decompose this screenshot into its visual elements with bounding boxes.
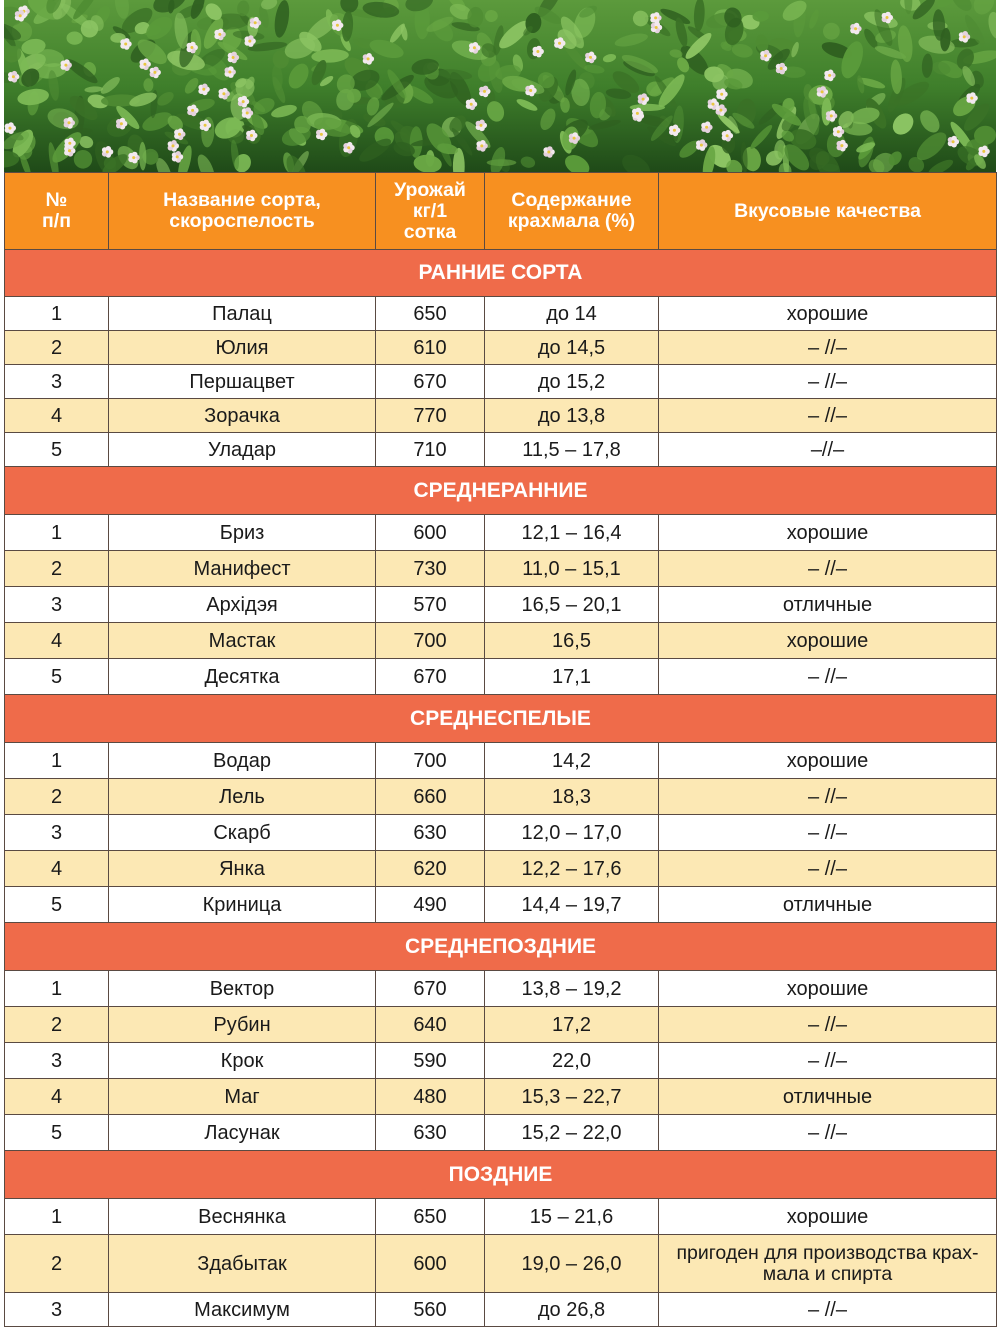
taste-cell: – //– [659,399,997,433]
section-header-row [5,695,997,743]
taste-cell: хорошие [659,515,997,551]
table-row [5,1115,997,1151]
starch-cell: 12,0 – 17,0 [485,815,659,851]
table-row [5,1235,997,1293]
starch-cell: до 14,5 [485,331,659,365]
yield-cell: 590 [376,1043,485,1079]
variety-name-cell: Десятка [109,659,376,695]
taste-cell: – //– [659,365,997,399]
table-row [5,1199,997,1235]
variety-name-cell: Архідэя [109,587,376,623]
variety-name-cell: Ласунак [109,1115,376,1151]
section-title: РАННИЕ СОРТА [5,250,997,297]
row-number-cell: 3 [5,1043,109,1079]
table-row [5,743,997,779]
starch-cell: 12,1 – 16,4 [485,515,659,551]
leaf-shape [778,144,785,158]
row-number-cell: 4 [5,623,109,659]
row-number-cell: 3 [5,587,109,623]
header-yield: Урожай кг/1 сотка [376,173,485,250]
row-number-cell: 5 [5,887,109,923]
starch-cell: 18,3 [485,779,659,815]
taste-cell: пригоден для производства крах- мала и спирта [659,1235,997,1293]
section-header-row [5,923,997,971]
starch-cell: 15,2 – 22,0 [485,1115,659,1151]
row-number-cell: 3 [5,365,109,399]
row-number-cell: 1 [5,971,109,1007]
variety-name-cell: Веснянка [109,1199,376,1235]
header-variety-name: Название сорта, скороспелость [109,173,376,250]
taste-cell: – //– [659,1115,997,1151]
taste-cell: – //– [659,779,997,815]
taste-cell: –//– [659,433,997,467]
taste-cell: – //– [659,331,997,365]
starch-cell: до 14 [485,297,659,331]
taste-cell: – //– [659,851,997,887]
table-row [5,551,997,587]
starch-cell: до 15,2 [485,365,659,399]
table-row [5,1043,997,1079]
row-number-cell: 5 [5,659,109,695]
row-number-cell: 2 [5,1235,109,1293]
row-number-cell: 1 [5,1199,109,1235]
yield-cell: 670 [376,971,485,1007]
taste-cell: хорошие [659,743,997,779]
yield-cell: 650 [376,297,485,331]
table-row [5,331,997,365]
row-number-cell: 2 [5,551,109,587]
row-number-cell: 2 [5,779,109,815]
starch-cell: 12,2 – 17,6 [485,851,659,887]
variety-name-cell: Бриз [109,515,376,551]
variety-name-cell: Першацвет [109,365,376,399]
variety-name-cell: Скарб [109,815,376,851]
variety-name-cell: Янка [109,851,376,887]
table-row [5,515,997,551]
yield-cell: 670 [376,365,485,399]
variety-name-cell: Зорачка [109,399,376,433]
row-number-cell: 5 [5,433,109,467]
section-header-row [5,1151,997,1199]
taste-cell: – //– [659,1007,997,1043]
row-number-cell: 4 [5,851,109,887]
starch-cell: 19,0 – 26,0 [485,1235,659,1293]
taste-cell: – //– [659,1043,997,1079]
taste-cell: хорошие [659,971,997,1007]
table-row [5,851,997,887]
starch-cell: 15,3 – 22,7 [485,1079,659,1115]
table-row [5,399,997,433]
table-row [5,587,997,623]
variety-name-cell: Здабытак [109,1235,376,1293]
variety-name-cell: Рубин [109,1007,376,1043]
starch-cell: 16,5 – 20,1 [485,587,659,623]
taste-cell: хорошие [659,623,997,659]
taste-cell: хорошие [659,297,997,331]
section-title: СРЕДНЕРАННИЕ [5,467,997,515]
table-row [5,365,997,399]
table-body [5,250,997,1327]
variety-name-cell: Водар [109,743,376,779]
row-number-cell: 5 [5,1115,109,1151]
yield-cell: 600 [376,515,485,551]
yield-cell: 570 [376,587,485,623]
yield-cell: 630 [376,815,485,851]
row-number-cell: 1 [5,743,109,779]
row-number-cell: 3 [5,1293,109,1327]
table-row [5,779,997,815]
yield-cell: 490 [376,887,485,923]
taste-cell: – //– [659,815,997,851]
variety-name-cell: Юлия [109,331,376,365]
table-row [5,887,997,923]
section-title: СРЕДНЕСПЕЛЫЕ [5,695,997,743]
variety-name-cell: Лель [109,779,376,815]
header-number: № п/п [5,173,109,250]
row-number-cell: 2 [5,1007,109,1043]
yield-cell: 640 [376,1007,485,1043]
row-number-cell: 3 [5,815,109,851]
table-row [5,1007,997,1043]
table-row [5,297,997,331]
header-taste-quality: Вкусовые качества [659,173,997,250]
taste-cell: отличные [659,1079,997,1115]
yield-cell: 670 [376,659,485,695]
yield-cell: 710 [376,433,485,467]
starch-cell: 11,5 – 17,8 [485,433,659,467]
section-title: ПОЗДНИЕ [5,1151,997,1199]
table-row [5,1079,997,1115]
yield-cell: 560 [376,1293,485,1327]
taste-cell: – //– [659,659,997,695]
starch-cell: до 26,8 [485,1293,659,1327]
table-row [5,433,997,467]
taste-cell: – //– [659,1293,997,1327]
starch-cell: 22,0 [485,1043,659,1079]
starch-cell: 17,1 [485,659,659,695]
row-number-cell: 1 [5,297,109,331]
starch-cell: 17,2 [485,1007,659,1043]
variety-name-cell: Крок [109,1043,376,1079]
yield-cell: 480 [376,1079,485,1115]
yield-cell: 660 [376,779,485,815]
yield-cell: 610 [376,331,485,365]
table-row [5,971,997,1007]
yield-cell: 650 [376,1199,485,1235]
table-row [5,815,997,851]
row-number-cell: 4 [5,1079,109,1115]
potato-varieties-table [4,172,997,1327]
starch-cell: 15 – 21,6 [485,1199,659,1235]
section-header-row [5,250,997,297]
starch-cell: 14,4 – 19,7 [485,887,659,923]
variety-name-cell: Уладар [109,433,376,467]
yield-cell: 770 [376,399,485,433]
starch-cell: 11,0 – 15,1 [485,551,659,587]
header-starch-content: Содержание крахмала (%) [485,173,659,250]
yield-cell: 700 [376,623,485,659]
variety-name-cell: Маг [109,1079,376,1115]
taste-cell: хорошие [659,1199,997,1235]
table-row [5,623,997,659]
variety-name-cell: Вектор [109,971,376,1007]
taste-cell: отличные [659,587,997,623]
starch-cell: 16,5 [485,623,659,659]
yield-cell: 620 [376,851,485,887]
table-row [5,1293,997,1327]
table-header-row [5,173,997,250]
section-title: СРЕДНЕПОЗДНИЕ [5,923,997,971]
variety-name-cell: Максимум [109,1293,376,1327]
row-number-cell: 1 [5,515,109,551]
variety-name-cell: Палац [109,297,376,331]
variety-name-cell: Мастак [109,623,376,659]
yield-cell: 700 [376,743,485,779]
taste-cell: отличные [659,887,997,923]
yield-cell: 630 [376,1115,485,1151]
variety-name-cell: Манифест [109,551,376,587]
table-row [5,659,997,695]
section-header-row [5,467,997,515]
potato-field-photo [4,0,996,172]
row-number-cell: 2 [5,331,109,365]
starch-cell: до 13,8 [485,399,659,433]
starch-cell: 13,8 – 19,2 [485,971,659,1007]
row-number-cell: 4 [5,399,109,433]
yield-cell: 730 [376,551,485,587]
yield-cell: 600 [376,1235,485,1293]
variety-name-cell: Криница [109,887,376,923]
starch-cell: 14,2 [485,743,659,779]
taste-cell: – //– [659,551,997,587]
